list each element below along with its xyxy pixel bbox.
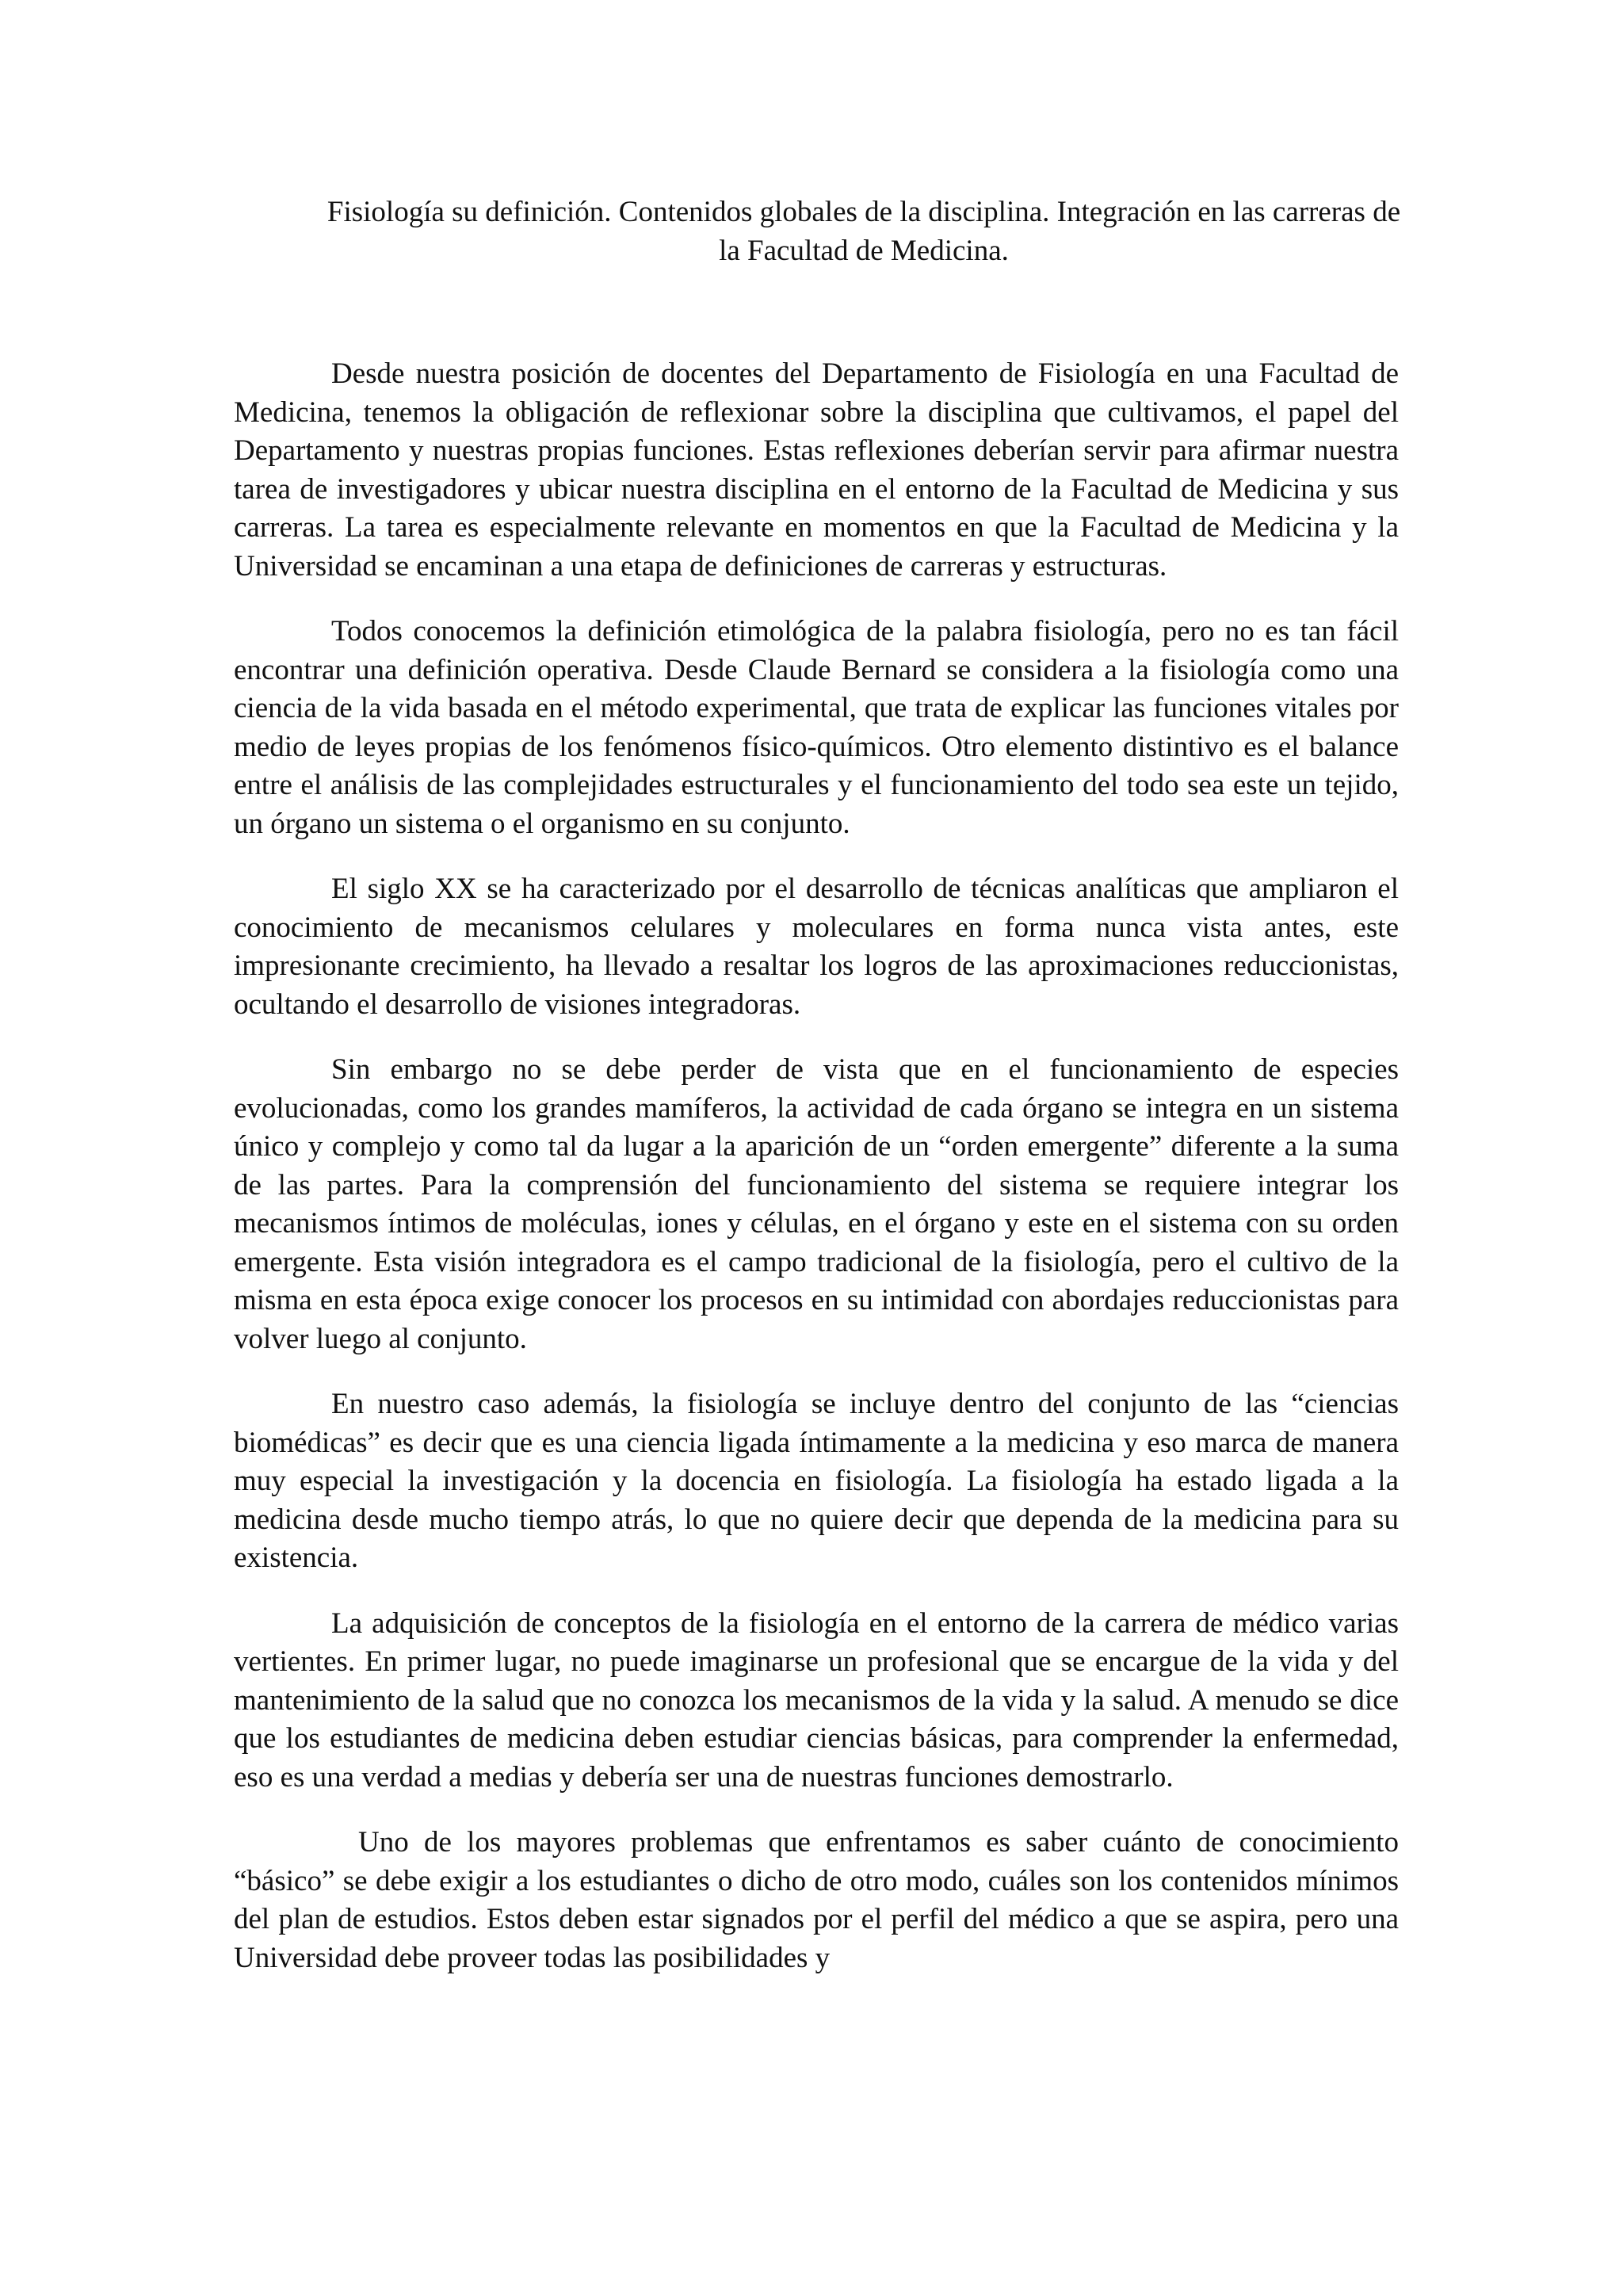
paragraph: Uno de los mayores problemas que enfrentamos es saber cuánto de conocimiento “básico” se debe exigir a los estudiantes o dicho de otro modo, cuáles son los contenidos mínimos del plan de estudios. Estos deben estar signados por el perfil del médico a que se aspira, pero una Universidad debe proveer todas las posibilidades y	[234, 1826, 1399, 1974]
paragraph: Todos conocemos la definición etimológica de la palabra fisiología, pero no es tan fácil encontrar una definición operativa. Desde Claude Bernard se considera a la fisiología como una ciencia de la vida basada en el método experimental, que trata de explicar las funciones vitales por medio de leyes propias de los fenómenos físico-químicos. Otro elemento distintivo es el balance entre el análisis de las complejidades estructurales y el funcionamiento del todo sea este un tejido, un órgano un sistema o el organismo en su conjunto.	[234, 615, 1399, 840]
document-title: Fisiología su definición. Contenidos globales de la disciplina. Integración en las carreras de la Facultad de Medicina.	[327, 196, 1401, 267]
document-body	[234, 355, 1399, 2004]
paragraph: En nuestro caso además, la fisiología se incluye dentro del conjunto de las “ciencias biomédicas” es decir que es una ciencia ligada íntimamente a la medicina y eso marca de manera muy especial la investigación y la docencia en fisiología. La fisiología ha estado ligada a la medicina desde mucho tiempo atrás, lo que no quiere decir que dependa de la medicina para su existencia.	[234, 1388, 1399, 1574]
paragraph: Sin embargo no se debe perder de vista que en el funcionamiento de especies evolucionadas, como los grandes mamíferos, la actividad de cada órgano se integra en un sistema único y complejo y como tal da lugar a la aparición de un “orden emergente” diferente a la suma de las partes. Para la comprensión del funcionamiento del sistema se requiere integrar los mecanismos íntimos de moléculas, iones y células, en el órgano y este en el sistema con su orden emergente. Esta visión integradora es el campo tradicional de la fisiología, pero el cultivo de la misma en esta época exige conocer los procesos en su intimidad con abordajes reduccionistas para volver luego al conjunto.	[234, 1053, 1399, 1355]
paragraph: Desde nuestra posición de docentes del Departamento de Fisiología en una Facultad de Medicina, tenemos la obligación de reflexionar sobre la disciplina que cultivamos, el papel del Departamento y nuestras propias funciones. Estas reflexiones deberían servir para afirmar nuestra tarea de investigadores y ubicar nuestra disciplina en el entorno de la Facultad de Medicina y sus carreras. La tarea es especialmente relevante en momentos en que la Facultad de Medicina y la Universidad se encaminan a una etapa de definiciones de carreras y estructuras.	[234, 357, 1399, 583]
paragraph: El siglo XX se ha caracterizado por el desarrollo de técnicas analíticas que ampliaron el conocimiento de mecanismos celulares y moleculares en forma nunca vista antes, este impresionante crecimiento, ha llevado a resaltar los logros de las aproximaciones reduccionistas, ocultando el desarrollo de visiones integradoras.	[234, 873, 1399, 1021]
paragraph: La adquisición de conceptos de la fisiología en el entorno de la carrera de médico varias vertientes. En primer lugar, no puede imaginarse un profesional que se encargue de la vida y del mantenimiento de la salud que no conozca los mecanismos de la vida y la salud. A menudo se dice que los estudiantes de medicina deben estudiar ciencias básicas, para comprender la enfermedad, eso es una verdad a medias y debería ser una de nuestras funciones demostrarlo.	[234, 1606, 1399, 1794]
